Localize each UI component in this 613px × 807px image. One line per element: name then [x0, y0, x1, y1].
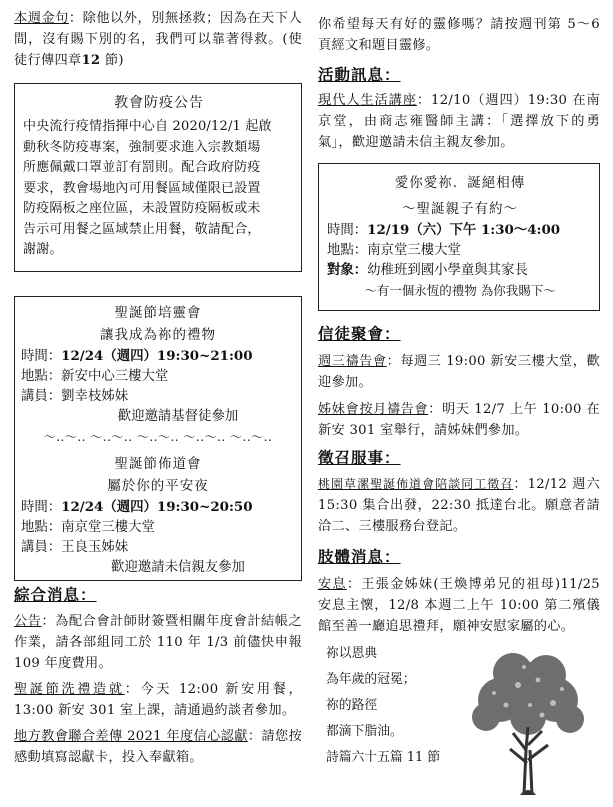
- notice-line: 告示可用餐之區域禁止用餐，敬請配合，: [23, 221, 261, 237]
- notice-line: 要求，教會場地內可用餐區域僅限已設置: [23, 180, 261, 196]
- general-item-missions: 地方教會聯合差傳 2021 年度信心認獻：請您按感動填寫認獻卡，投入奉獻箱。: [14, 729, 302, 765]
- general-item-baptism: 聖誕節洗禮造就：今天 12:00 新安用餐，13:00 新安 301 室上課，請通過約談者參加。: [14, 682, 302, 718]
- poem-line: 祢的路徑: [326, 698, 378, 713]
- event2-invite: 歡迎邀請未信親友參加: [111, 560, 245, 575]
- poem-line: 都滴下脂油。: [326, 724, 403, 739]
- devotion-intro: 你希望每天有好的靈修嗎？請按週刊第 5～6 頁經文和題目靈修。: [318, 17, 600, 53]
- family-event-footer: ～有一個永恆的禮物 為你我賜下～: [364, 283, 556, 298]
- event1-invite: 歡迎邀請基督徒參加: [117, 409, 239, 424]
- fellowship-item-sisters: 姊妹會按月禱告會：明天 12/7 上午 10:00 在新安 301 室舉行，請姊妹們參加。: [318, 402, 600, 438]
- decorative-divider: ～..～.. ～..～.. ～..～.. ～..～.. ～..～..: [43, 430, 273, 444]
- family-event-target: 對象：幼稚班到國小學童與其家長: [327, 263, 528, 278]
- event2-time: 時間：12/24（週四）19:30~20:50: [21, 499, 253, 515]
- poem-line: 為年歲的冠冕；: [326, 672, 416, 687]
- event1-time: 時間：12/24（週四）19:30~21:00: [21, 348, 253, 364]
- fellowship-heading: 信徒聚會：: [318, 325, 401, 343]
- fellowship-item-prayer: 週三禱告會：每週三 19:00 新安三樓大堂，歡迎參加。: [318, 354, 600, 390]
- event2-title: 聖誕節佈道會: [114, 456, 202, 472]
- poem: [326, 641, 440, 771]
- notice-line: 謝謝。: [23, 242, 63, 257]
- recruit-heading: 徵召服事：: [318, 449, 401, 467]
- body-news-heading: 肢體消息：: [318, 548, 401, 566]
- golden-verse-ref-end: 節): [104, 53, 124, 68]
- notice-line: 防疫隔板之座位區，未設置防疫隔板或未: [23, 201, 261, 216]
- golden-verse-text: ：除他以外，別無拯救；因為在天下人間，沒有賜下別的名，我們可以靠著得救。(使徒行傳四章: [14, 11, 302, 68]
- event1-title: 聖誕節培靈會: [114, 305, 202, 321]
- golden-verse-ref-num: 12: [81, 53, 101, 68]
- family-event-place: 地點：南京堂三樓大堂: [327, 243, 461, 258]
- event2-speaker: 講員：王良玉姊妹: [21, 540, 129, 555]
- event1-speaker: 講員：劉幸枝姊妹: [21, 389, 129, 404]
- tree-illustration: [458, 645, 598, 795]
- recruit-item: 桃園草漯聖誕佈道會陪談同工徵召：12/12 週六 15:30 集合出發，22:30 抵達台北。願意者請洽二、三樓服務台登記。: [318, 477, 600, 534]
- event2-subtitle: 屬於你的平安夜: [107, 478, 209, 494]
- event2-place: 地點：南京堂三樓大堂: [21, 520, 155, 535]
- family-event-box: [318, 163, 600, 311]
- general-item-announcement: 公告：為配合會計師財簽暨相關年度會計結帳之作業，請各部組同工於 110 年 1/3 前儘快申報 109 年度費用。: [14, 614, 302, 671]
- activities-item: 現代人生活講座：12/10（週四）19:30 在南京堂，由商志雍醫師主講：「選擇放下的勇氣」，歡迎邀請未信主親友參加。: [318, 93, 600, 150]
- family-event-subtitle: ～聖誕親子有約～: [402, 201, 518, 217]
- notice-box: [14, 83, 302, 272]
- poem-reference: 詩篇六十五篇 11 節: [326, 750, 440, 765]
- event1-place: 地點：新安中心三樓大堂: [21, 369, 169, 384]
- body-news-item: 安息：王張金姊妹(王煥博弟兄的祖母)11/25 安息主懷，12/8 本週二上午 10:00 第二殯儀館至善一廳追思禮拜，願神安慰家屬的心。: [318, 577, 600, 634]
- golden-verse: [14, 8, 302, 71]
- notice-body: [23, 117, 295, 261]
- notice-line: 動秋冬防疫專案，強制要求進入宗教類場: [23, 139, 261, 155]
- family-event-title: 愛你愛祢．誕絕相傳: [394, 175, 526, 191]
- family-event-time: 時間：12/19（六）下午 1:30～4:00: [327, 222, 561, 238]
- golden-verse-label: 本週金句: [14, 11, 69, 26]
- general-news-list: [14, 611, 302, 768]
- notice-line: 所應佩戴口罩並訂有罰則。配合政府防疫: [23, 160, 261, 175]
- activities-heading: 活動訊息：: [318, 66, 401, 84]
- christmas-events-box: [14, 296, 302, 581]
- general-news-heading: 綜合消息：: [14, 586, 97, 604]
- notice-line: 中央流行疫情指揮中心自 2020/12/1 起啟: [23, 119, 272, 134]
- event1-subtitle: 讓我成為祢的禮物: [100, 327, 216, 343]
- notice-title: 教會防疫公告: [114, 95, 204, 111]
- poem-line: 祢以恩典: [326, 646, 378, 661]
